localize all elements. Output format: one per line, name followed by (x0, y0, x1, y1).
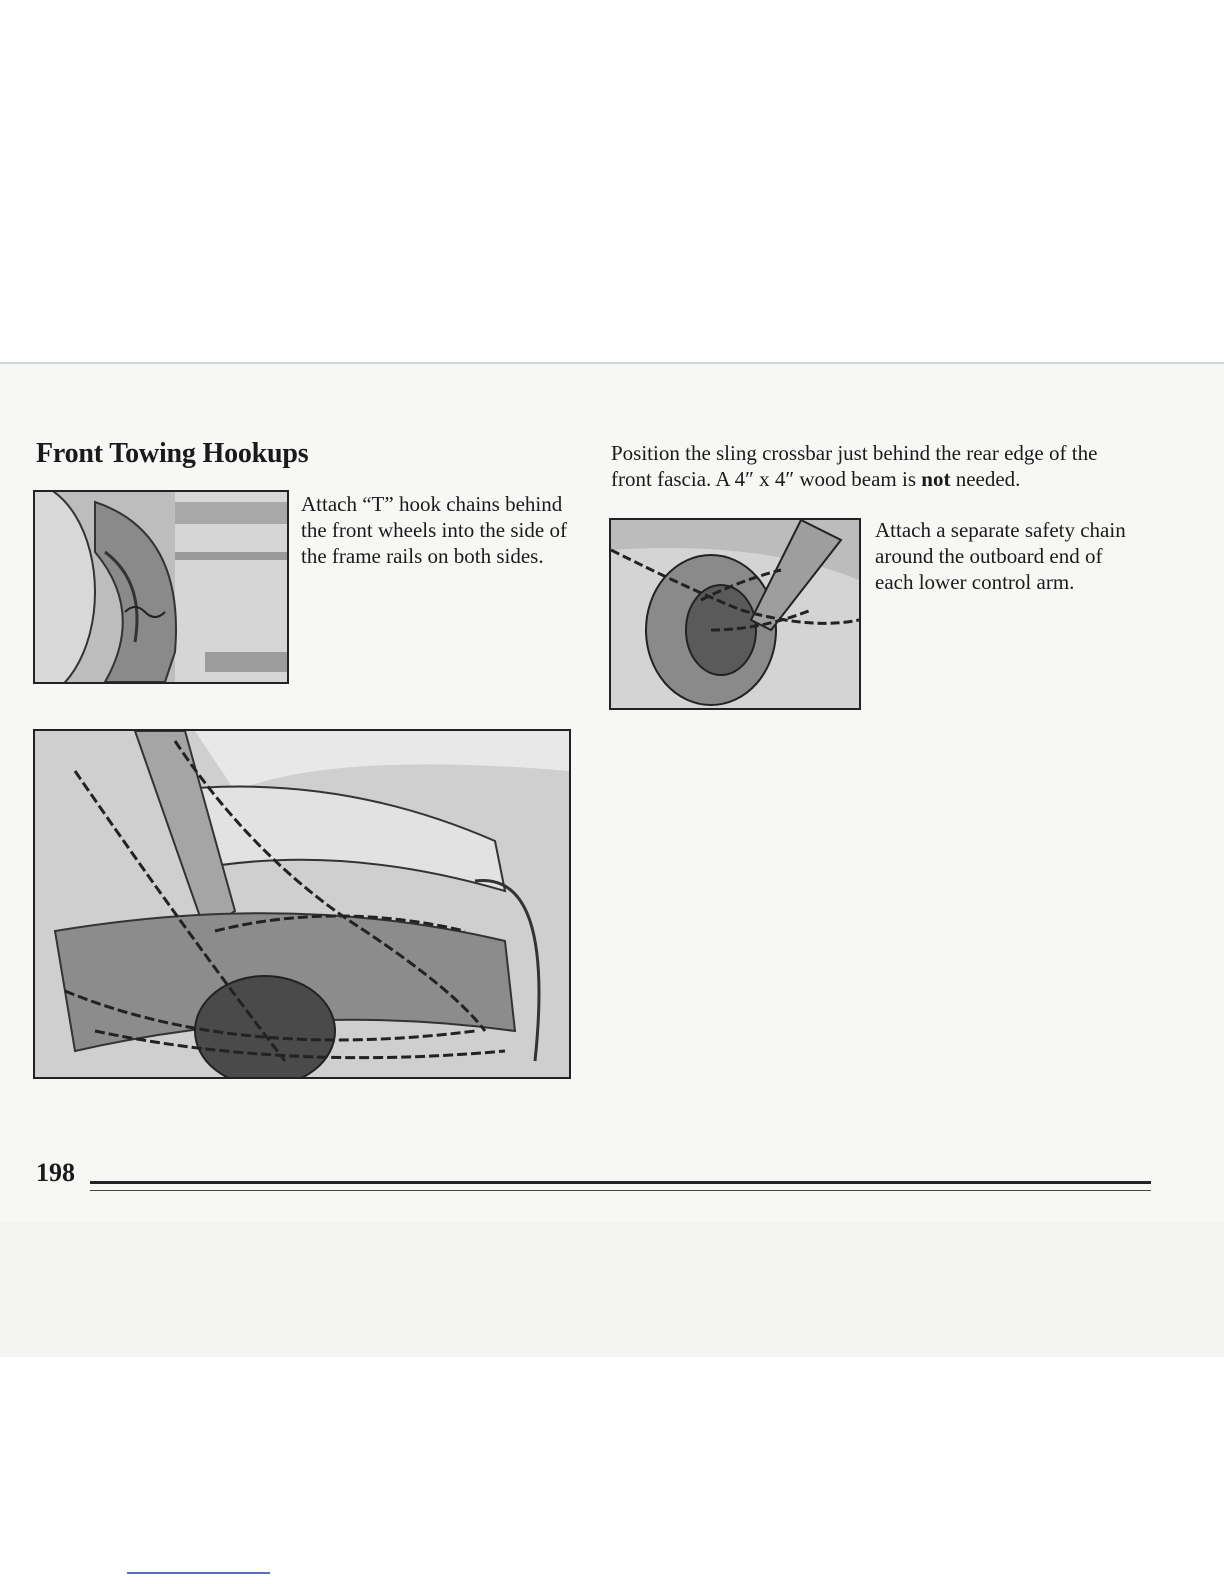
safety-chain-caption: Attach a separate safety chain around the outboard end of each lower control arm. (875, 518, 1126, 594)
safety-chain-illustration (609, 518, 861, 710)
front-chains-illustration (33, 729, 571, 1079)
crossbar-instructions (611, 440, 1141, 492)
t-hook-caption: Attach “T” hook chains behind the front wheels into the side of the frame rails on both sides. (301, 492, 567, 568)
t-hook-illustration (33, 490, 289, 684)
crossbar-text-start: Position the sling crossbar just behind the rear edge of the front fascia. A 4″ x 4″ wood beam is (611, 441, 1098, 491)
footer-rule-thick (90, 1181, 1151, 1184)
bottom-underline (127, 1572, 270, 1574)
page-number: 198 (36, 1158, 75, 1187)
crossbar-emphasis: not (921, 467, 951, 491)
lower-band (0, 1222, 1224, 1357)
section-heading: Front Towing Hookups (36, 438, 309, 469)
crossbar-text-end: needed. (950, 467, 1021, 491)
footer-rule-thin (90, 1190, 1151, 1191)
